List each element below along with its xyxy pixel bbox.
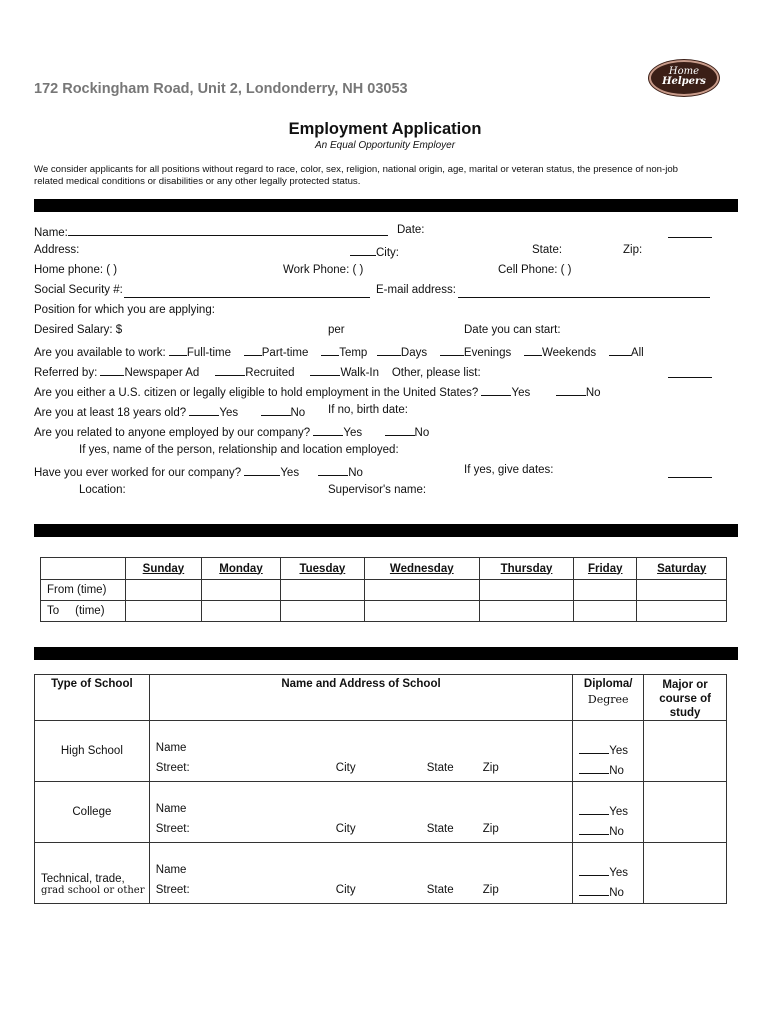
col-diploma bbox=[573, 675, 644, 721]
college-yes-option[interactable] bbox=[579, 803, 628, 818]
other-field[interactable] bbox=[668, 366, 712, 378]
part-time-label: Part-time bbox=[261, 347, 309, 359]
day-friday: Friday bbox=[574, 558, 637, 580]
state-label: State: bbox=[532, 244, 563, 256]
school-type-high-school: High School bbox=[35, 721, 150, 782]
full-time-label: Full-time bbox=[186, 347, 231, 359]
education-row-high-school bbox=[35, 721, 727, 782]
email-field[interactable] bbox=[458, 286, 710, 298]
temp-blank[interactable] bbox=[321, 344, 339, 356]
company-logo bbox=[649, 60, 719, 96]
college-address-cell[interactable] bbox=[149, 782, 572, 843]
related-yes-blank[interactable] bbox=[313, 424, 343, 436]
worked-label: Have you ever worked for our company? bbox=[34, 467, 242, 479]
school-type-technical bbox=[35, 843, 150, 904]
technical-major-cell[interactable] bbox=[644, 843, 727, 904]
part-time-blank[interactable] bbox=[244, 344, 262, 356]
referral-row bbox=[34, 364, 481, 379]
schedule-from-row bbox=[41, 580, 727, 601]
worked-row bbox=[34, 464, 363, 479]
to-label: To bbox=[47, 605, 60, 617]
walkin-blank[interactable] bbox=[310, 364, 340, 376]
ssn-label: Social Security #: bbox=[34, 284, 123, 296]
hs-yes-label: Yes bbox=[609, 745, 629, 757]
technical-line-2: grad school or other bbox=[41, 885, 145, 896]
age-yes-blank[interactable] bbox=[189, 404, 219, 416]
evenings-label: Evenings bbox=[463, 347, 512, 359]
days-blank[interactable] bbox=[377, 344, 401, 356]
name-field[interactable] bbox=[68, 224, 388, 236]
company-address: 172 Rockingham Road, Unit 2, Londonderry, NH 03053 bbox=[34, 81, 408, 97]
start-date-label: Date you can start: bbox=[464, 324, 561, 336]
hs-no-label: No bbox=[609, 765, 624, 777]
citizen-no-blank[interactable] bbox=[556, 384, 586, 396]
from-wednesday-cell[interactable] bbox=[364, 580, 479, 601]
recruited-blank[interactable] bbox=[215, 364, 245, 376]
related-yes-label: Yes bbox=[343, 427, 363, 439]
college-street-label: Street: bbox=[155, 823, 190, 835]
to-saturday-cell[interactable] bbox=[637, 601, 727, 622]
tech-no-label: No bbox=[609, 887, 624, 899]
schedule-corner-cell bbox=[41, 558, 126, 580]
college-city-label: City bbox=[335, 823, 356, 835]
to-time-label bbox=[41, 601, 126, 622]
walkin-label: Walk-In bbox=[340, 367, 380, 379]
all-label: All bbox=[630, 347, 644, 359]
college-diploma-cell bbox=[573, 782, 644, 843]
recruited-label: Recruited bbox=[245, 367, 295, 379]
high-school-address-cell[interactable] bbox=[149, 721, 572, 782]
college-name-label: Name bbox=[155, 803, 187, 815]
from-friday-cell[interactable] bbox=[574, 580, 637, 601]
temp-label: Temp bbox=[339, 347, 368, 359]
age-no-label: No bbox=[290, 407, 306, 419]
tech-city-label: City bbox=[335, 884, 356, 896]
day-monday: Monday bbox=[201, 558, 280, 580]
from-sunday-cell[interactable] bbox=[126, 580, 202, 601]
days-label: Days bbox=[400, 347, 428, 359]
tech-street-label: Street: bbox=[155, 884, 190, 896]
give-dates-field[interactable] bbox=[668, 466, 712, 478]
from-thursday-cell[interactable] bbox=[479, 580, 573, 601]
education-row-college bbox=[35, 782, 727, 843]
ssn-field[interactable] bbox=[124, 286, 370, 298]
college-no-label: No bbox=[609, 826, 624, 838]
age-row bbox=[34, 404, 305, 419]
zip-label: Zip: bbox=[623, 244, 643, 256]
hs-zip-label: Zip bbox=[482, 762, 499, 774]
tech-state-label: State bbox=[426, 884, 454, 896]
logo-line-1: Home bbox=[668, 66, 700, 77]
to-friday-cell[interactable] bbox=[574, 601, 637, 622]
worked-yes-blank[interactable] bbox=[244, 464, 280, 476]
college-no-option[interactable] bbox=[579, 823, 624, 838]
position-label: Position for which you are applying: bbox=[34, 304, 215, 316]
cell-phone-label: Cell Phone: ( ) bbox=[498, 264, 572, 276]
worked-yes-label: Yes bbox=[280, 467, 300, 479]
address-label: Address: bbox=[34, 244, 80, 256]
education-row-technical bbox=[35, 843, 727, 904]
logo-line-2: Helpers bbox=[662, 76, 706, 87]
age-no-blank[interactable] bbox=[261, 404, 291, 416]
schedule-to-row bbox=[41, 601, 727, 622]
email-label: E-mail address: bbox=[376, 284, 456, 296]
weekends-blank[interactable] bbox=[524, 344, 542, 356]
citizen-label: Are you either a U.S. citizen or legally eligible to hold employment in the United States? bbox=[34, 387, 479, 399]
tech-no-option[interactable] bbox=[579, 884, 624, 899]
college-major-cell[interactable] bbox=[644, 782, 727, 843]
from-monday-cell[interactable] bbox=[201, 580, 280, 601]
citizen-row bbox=[34, 384, 601, 399]
full-time-blank[interactable] bbox=[169, 344, 187, 356]
section-bar-availability bbox=[34, 524, 738, 537]
to-sunday-cell[interactable] bbox=[126, 601, 202, 622]
referred-label: Referred by: bbox=[34, 367, 98, 379]
day-wednesday: Wednesday bbox=[364, 558, 479, 580]
name-label: Name: bbox=[34, 227, 68, 239]
from-time-label: From (time) bbox=[41, 580, 126, 601]
to-time-unit: (time) bbox=[75, 605, 105, 617]
location-label: Location: bbox=[79, 484, 126, 496]
to-wednesday-cell[interactable] bbox=[364, 601, 479, 622]
technical-address-cell[interactable] bbox=[149, 843, 572, 904]
date-field[interactable] bbox=[668, 226, 712, 238]
day-saturday: Saturday bbox=[637, 558, 727, 580]
age-yes-label: Yes bbox=[219, 407, 239, 419]
related-no-label: No bbox=[414, 427, 430, 439]
hs-state-label: State bbox=[426, 762, 454, 774]
disclaimer-line-2: related medical conditions or disabilities or any other legally protected status. bbox=[34, 176, 361, 187]
hs-street-label: Street: bbox=[155, 762, 190, 774]
day-thursday: Thursday bbox=[479, 558, 573, 580]
city-row bbox=[350, 244, 399, 259]
other-label: Other, please list: bbox=[391, 367, 481, 379]
col-name-address: Name and Address of School bbox=[149, 675, 572, 721]
school-type-college: College bbox=[35, 782, 150, 843]
page-subtitle: An Equal Opportunity Employer bbox=[314, 140, 456, 151]
tech-yes-option[interactable] bbox=[579, 864, 628, 879]
col-diploma-line-1: Diploma/ bbox=[583, 678, 633, 690]
high-school-diploma-cell bbox=[573, 721, 644, 782]
education-table bbox=[34, 674, 727, 904]
weekends-label: Weekends bbox=[542, 347, 597, 359]
page-title: Employment Application bbox=[288, 120, 482, 138]
to-monday-cell[interactable] bbox=[201, 601, 280, 622]
newspaper-label: Newspaper Ad bbox=[124, 367, 200, 379]
citizen-yes-blank[interactable] bbox=[481, 384, 511, 396]
col-diploma-line-2: Degree bbox=[587, 693, 629, 706]
education-header-row bbox=[35, 675, 727, 721]
to-thursday-cell[interactable] bbox=[479, 601, 573, 622]
section-bar-personal bbox=[34, 199, 738, 212]
birth-date-label: If no, birth date: bbox=[328, 404, 408, 416]
related-label: Are you related to anyone employed by our company? bbox=[34, 427, 311, 439]
work-phone-label: Work Phone: ( ) bbox=[283, 264, 364, 276]
availability-table bbox=[40, 557, 727, 622]
availability-row bbox=[34, 344, 644, 359]
hs-name-label: Name bbox=[155, 742, 187, 754]
hs-no-option[interactable] bbox=[579, 762, 624, 777]
availability-label: Are you available to work: bbox=[34, 347, 166, 359]
college-state-label: State bbox=[426, 823, 454, 835]
technical-diploma-cell bbox=[573, 843, 644, 904]
section-bar-education bbox=[34, 647, 738, 660]
college-yes-label: Yes bbox=[609, 806, 629, 818]
technical-line-1: Technical, trade, bbox=[41, 873, 125, 885]
date-label: Date: bbox=[397, 224, 425, 236]
tech-yes-label: Yes bbox=[609, 867, 629, 879]
newspaper-blank[interactable] bbox=[100, 364, 124, 376]
hs-yes-option[interactable] bbox=[579, 742, 628, 757]
worked-no-label: No bbox=[348, 467, 363, 479]
day-tuesday: Tuesday bbox=[281, 558, 364, 580]
day-sunday: Sunday bbox=[126, 558, 202, 580]
schedule-header-row bbox=[41, 558, 727, 580]
citizen-no-label: No bbox=[585, 387, 601, 399]
from-saturday-cell[interactable] bbox=[637, 580, 727, 601]
high-school-major-cell[interactable] bbox=[644, 721, 727, 782]
disclaimer-line-1: We consider applicants for all positions without regard to race, color, sex, religion, national origin, age, marital or veteran status, the presence of non-job bbox=[34, 164, 679, 175]
tech-zip-label: Zip bbox=[482, 884, 499, 896]
salary-label: Desired Salary: $ bbox=[34, 324, 123, 336]
city-field[interactable] bbox=[350, 244, 376, 256]
evenings-blank[interactable] bbox=[440, 344, 464, 356]
if-yes-name-label: If yes, name of the person, relationship and location employed: bbox=[79, 444, 399, 456]
give-dates-label: If yes, give dates: bbox=[464, 464, 554, 476]
college-zip-label: Zip bbox=[482, 823, 499, 835]
all-blank[interactable] bbox=[609, 344, 631, 356]
related-row bbox=[34, 424, 429, 439]
to-tuesday-cell[interactable] bbox=[281, 601, 364, 622]
related-no-blank[interactable] bbox=[385, 424, 415, 436]
from-tuesday-cell[interactable] bbox=[281, 580, 364, 601]
city-label: City: bbox=[376, 247, 399, 259]
home-phone-label: Home phone: ( ) bbox=[34, 264, 118, 276]
tech-name-label: Name bbox=[155, 864, 187, 876]
age-label: Are you at least 18 years old? bbox=[34, 407, 187, 419]
citizen-yes-label: Yes bbox=[511, 387, 531, 399]
supervisor-label: Supervisor's name: bbox=[328, 484, 427, 496]
col-type-of-school: Type of School bbox=[35, 675, 150, 721]
per-label: per bbox=[328, 324, 345, 336]
col-major: Major or course of study bbox=[644, 675, 727, 721]
name-row bbox=[34, 224, 388, 239]
worked-no-blank[interactable] bbox=[318, 464, 348, 476]
hs-city-label: City bbox=[335, 762, 356, 774]
